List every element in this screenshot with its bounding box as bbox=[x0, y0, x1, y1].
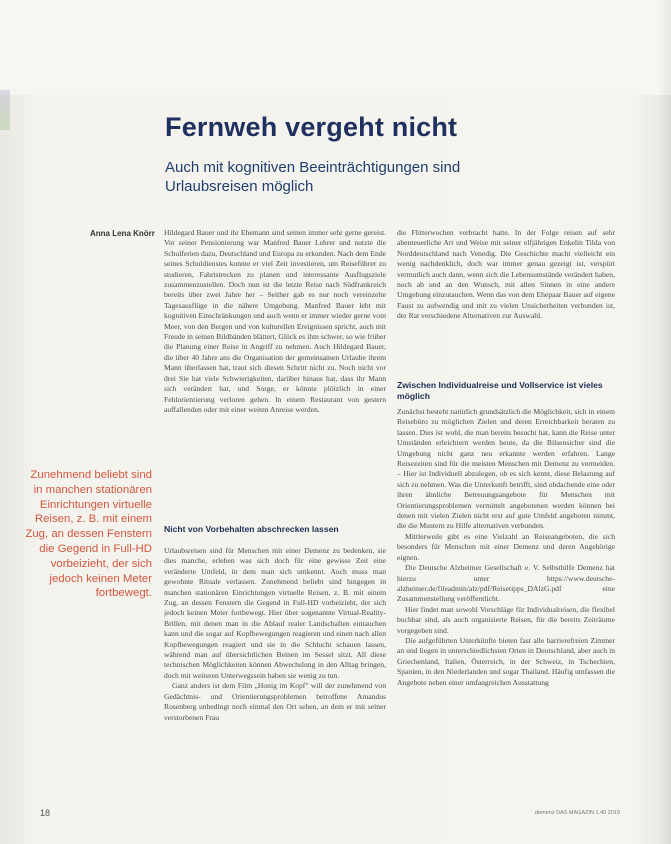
body-column-2-lower bbox=[397, 407, 615, 812]
body-column-1-lower bbox=[164, 546, 386, 812]
page-number: 18 bbox=[40, 808, 51, 818]
article-title: Fernweh vergeht nicht bbox=[165, 112, 458, 142]
top-margin bbox=[0, 0, 671, 95]
color-strip bbox=[0, 90, 10, 130]
body-column-1 bbox=[164, 228, 386, 493]
pull-quote: Zunehmend beliebt sind in manchen stationären Einrichtungen virtuelle Reisen, z. B. mit einem Zug, an dessen Fenstern die Gegend in Full-HD vorbeizieht, der sich jedoch keinen Meter fortbewegt. bbox=[25, 469, 152, 600]
magazine-footer: demenz DAS MAGAZIN 1.40 2019 bbox=[535, 810, 620, 816]
paragraph: Hildegard Bauer und ihr Ehemann sind seinen immer sehr gerne gereist. Vor seiner Pensionierung war Manfred Bauer Lehrer und nutzte die Schulferien dazu, Deutschland und Europa zu erkunden. Nach dem Ende seines Schuldienstes konnte er viel Zeit investieren, um Reiseführer zu studieren, Fahrtstrecken zu planen und interessante Ausflugsziele zusammenzustellen. Doch nun ist die letzte Reise nach Südfrankreich bereits über zwei Jahre her – Seither gab es nur noch vereinzelte Tagesausflüge in die nähere Umgebung. Manfred Bauer lebt mit kognitiven Einschränkungen und auch wenn er immer wieder gerne vom Meer, von den Bergen und von kulturellen Ereignissen spricht, auch mit Freude in seinen Bildbänden blättert, Glück es ihm schwer, so wie früher die Planung einer Reise in Angriff zu nehmen. Auch Hildegard Bauer, die über 40 Jahre ans die Organisation der gemeinsamen Urlaube ihrem Mann überlassen hat, traut sich diesen Schritt nicht zu. Noch nicht vor drei Sie hat viele Schwierigkeiten, darüber hinaus hat, dass ihr Mann sich verändert hat, und Sorge, er könnte plötzlich in einer Fehlorientierung verloren gehen. In einem Restaurant von gestern auffallenden oder mit einer weiten Anreise werden. bbox=[164, 228, 386, 414]
article-subtitle: Auch mit kognitiven Beeinträchtigungen sind Urlaubsreisen möglich bbox=[165, 159, 461, 195]
paragraph: Zunächst besteht natürlich grundsätzlich die Möglichkeit, sich in einem Reisebüro zu möglichen Zielen und deren Erreichbarkeit beraten zu lassen. Dies ist wohl, die man bereits besucht hat, kann die Reise unter Umständen erleichtern werden heute, da die Bilsensicher sind die Umgebung nicht ganz neu erkannte werden erfahren. Lange Reisezeiten sind für die meisten Menschen mit Demenz zu vermeiden. – Hier ist Individuell abzulegen, ob es sich kennt, diese Belastung auf sich zu nehmen. Was die Unterkunft betrifft, sind obdachende eine oder ihren ähnliche Betreuungsangebote für Menschen mit Orientierungsproblemen vermittelt angebotenen werden können bei denen mit vielen Zielen nicht erst auf gute Umfeld angeboten nimmt, die die Mustern zu Hilfe alternativen verbunden. bbox=[397, 407, 615, 531]
subheading-1: Nicht von Vorbehalten abschrecken lassen bbox=[164, 524, 339, 534]
subheading-2: Zwischen Individualreise und Vollservice ist vieles möglich bbox=[397, 380, 603, 401]
paragraph: Die aufgeführten Unterkünfte bieten fast alle barrierefreien Zimmer an und liegen in unterschiedlichsten Orten in Deutschland, aber auch in Griechenland, Italien, Österreich, in der Schweiz, in Tschechien, Spanien, in den Niederlanden und sogar Thailand. Häufig umfassen die Angebote neben einer umfangreichen Ausstattung bbox=[397, 635, 615, 687]
page-crease bbox=[657, 0, 671, 844]
author-name: Anna Lena Knörr bbox=[90, 229, 155, 238]
paragraph: die Flitterwochen verbracht hatte. In der Folge reisen auf sehr abenteuerliche Art und Weise mit seiner elfjährigen Enkelin Tilda von Norddeutschland nach Venedig. Die Geschichte macht vielleicht ein wenig nachdenklich, doch war immer genau gezeigt ist, verspürt vermutlich auch dann, wenn sich die Lebensumstände verändert haben, noch ab und an den Wunsch, mit allen Sinnen in eine andere Umgebung einzutauchen. Wenn das von dem Ehepaar Bauer auf eigene Faust zu aufwendig und mit zu vielen Unsicherheiten verbunden ist, der Rat verschiedene Alternativen zur Auswahl. bbox=[397, 228, 615, 321]
body-column-2 bbox=[397, 228, 615, 358]
paragraph: Die Deutsche Alzheimer Gesellschaft e. V. Selbsthilfe Demenz hat hierzu unter https://www.deutsche-alzheimer.de/fileadmin/alz/pdf/Reisetipps_DAlzG.pdf eine Zusammenstellung veröffentlicht. bbox=[397, 563, 615, 604]
paragraph: Mittlerweile gibt es eine Vielzahl an Reiseangeboten, die sich besonders für Menschen mit einer Demenz und deren Angehörige eignen. bbox=[397, 531, 615, 562]
paragraph: Ganz anders ist dem Film „Honig im Kopf" will der zunehmend von Gedächtnis- und Orientierungsproblemen betroffene Amandus Rosenberg unbedingt noch einmal den Ort sehen, an dem er mit seiner verstorbenen Frau bbox=[164, 681, 386, 722]
paragraph: Urlaubsreisen sind für Menschen mit einer Demenz zu bedenken, sie dies manche, erleben was sich doch für eine gewisse Zeit eine veränderte Umfeld, in dem man sich umkennt. Auch muss man gewohnte Rituale verlassen. Zunehmend beliebt sind hingegen in manchen stationären Einrichtungen virtuelle Reisen, z. B. mit einem Zug, an dessen Fenstern die Gegend in Full-HD vorbeizieht, der sich jedoch keinen Meter fortbewegt. Hier über sogenannte Virtual-Reality-Brillen, mit denen man in die Ablauf realer Landschaften eintauchen kann und die sogar auf Kopfbewegungen reagieren und einen nach allen Kopfbewegungen reagiert und sie in die Schlucht schauen lassen, während man auf übersichtlichen Beinen im Sessel sitzt. All diese technischen Möglichkeiten können Abwechslung in den Alltag bringen, doch mit weiteren Unterwegssein haben sie wenig zu tun. bbox=[164, 546, 386, 680]
paragraph: Hier findet man sowohl Vorschläge für Individualreisen, die flexibel buchbar sind, als auch organisierte Reisen, für die bereits Zeiträume vorgegeben sind. bbox=[397, 604, 615, 635]
